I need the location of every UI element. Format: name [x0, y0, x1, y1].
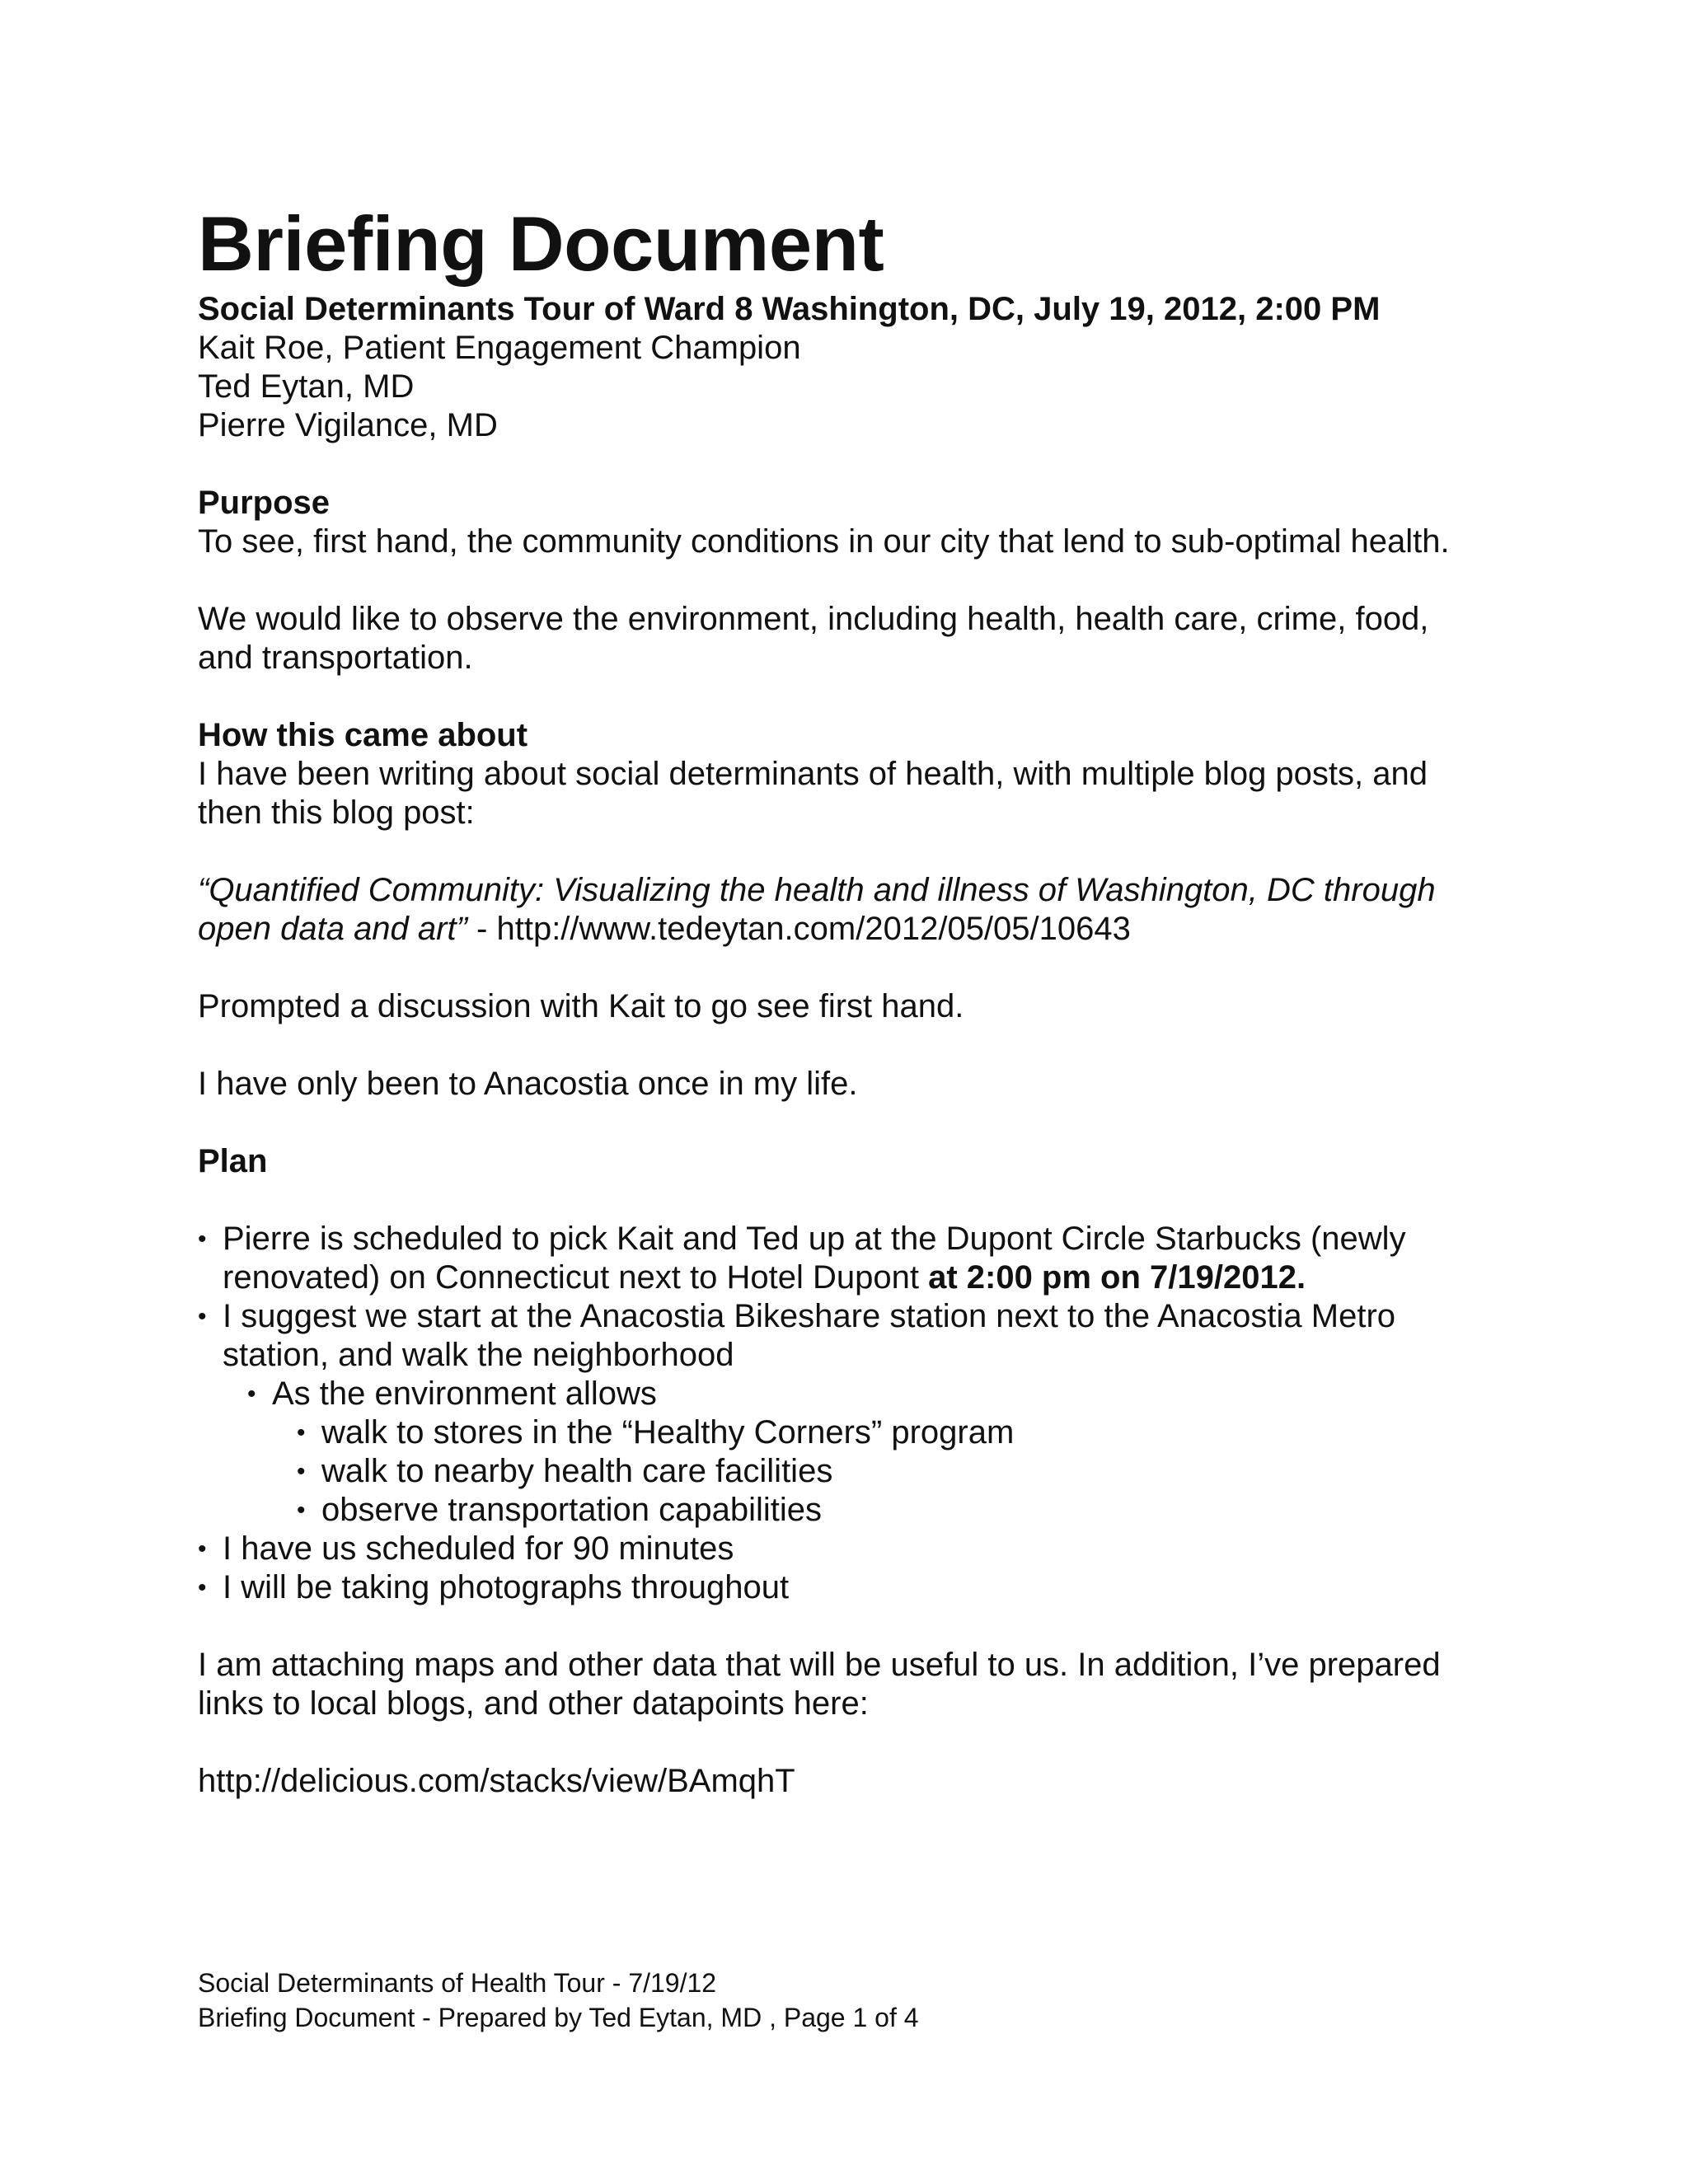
document-page: [198, 198, 1517, 1801]
closing-paragraph: I am attaching maps and other data that will be useful to us. In addition, I’ve prepared links to local blogs, and other datapoints here:: [198, 1647, 1441, 1722]
blog-quote-title: “Quantified Community: Visualizing the health and illness of Washington, DC through open data and art”: [198, 872, 1436, 947]
delicious-link[interactable]: http://delicious.com/stacks/view/BAmqhT: [198, 1763, 795, 1799]
plan-item-transportation: observe transportation capabilities: [321, 1492, 823, 1528]
purpose-heading: Purpose: [198, 485, 331, 521]
list-item: [198, 1413, 1517, 1452]
plan-item-environment: As the environment allows: [272, 1376, 657, 1412]
attendee-1: Kait Roe, Patient Engagement Champion: [198, 330, 801, 366]
bullet-icon: •: [297, 1497, 306, 1524]
plan-item-health-facilities: walk to nearby health care facilities: [321, 1453, 833, 1489]
bullet-icon: •: [198, 1303, 207, 1330]
origin-heading: How this came about: [198, 717, 528, 753]
bullet-icon: •: [247, 1380, 256, 1408]
list-item: [198, 1220, 1459, 1297]
purpose-paragraph-2: We would like to observe the environment, including health, health care, crime, food, and transportation.: [198, 601, 1429, 676]
document-title: Briefing Document: [198, 200, 884, 287]
list-item: [198, 1568, 1517, 1607]
origin-paragraph-2: Prompted a discussion with Kait to go see first hand.: [198, 988, 964, 1024]
plan-item-start: I suggest we start at the Anacostia Bikeshare station next to the Anacostia Metro station, and walk the neighborhood: [223, 1298, 1396, 1373]
plan-item-photographs: I will be taking photographs throughout: [223, 1569, 790, 1605]
document-subtitle: Social Determinants Tour of Ward 8 Washington, DC, July 19, 2012, 2:00 PM: [198, 291, 1381, 327]
origin-paragraph-3: I have only been to Anacostia once in my life.: [198, 1066, 858, 1102]
purpose-paragraph-1: To see, first hand, the community conditions in our city that lend to sub-optimal health.: [198, 523, 1450, 560]
attendee-2: Ted Eytan, MD: [198, 368, 415, 405]
plan-item-healthy-corners: walk to stores in the “Healthy Corners” program: [321, 1414, 1015, 1451]
bullet-icon: •: [198, 1535, 207, 1563]
plan-heading: Plan: [198, 1143, 268, 1179]
plan-item-pickup-time: at 2:00 pm on 7/19/2012.: [928, 1259, 1306, 1296]
bullet-icon: •: [198, 1226, 207, 1253]
blog-quote: [198, 871, 1484, 949]
list-item: [198, 1375, 1517, 1413]
list-item: [198, 1491, 1517, 1530]
bullet-icon: •: [297, 1419, 306, 1446]
footer-line-2: Briefing Document - Prepared by Ted Eytan, MD , Page 1 of 4: [198, 2003, 919, 2032]
origin-paragraph-1: I have been writing about social determinants of health, with multiple blog posts, and then this blog post:: [198, 756, 1428, 831]
attendee-3: Pierre Vigilance, MD: [198, 407, 498, 443]
plan-list: [198, 1220, 1517, 1607]
list-item: [198, 1297, 1459, 1375]
plan-item-pickup: Pierre is scheduled to pick Kait and Ted up at the Dupont Circle Starbucks (newly renovated) on Connecticut next to Hotel Dupont: [223, 1221, 1406, 1296]
footer-line-1: Social Determinants of Health Tour - 7/19/12: [198, 1968, 717, 1998]
list-item: [198, 1452, 1517, 1491]
blog-quote-link[interactable]: - http://www.tedeytan.com/2012/05/05/10643: [467, 911, 1131, 947]
list-item: [198, 1530, 1517, 1568]
bullet-icon: •: [297, 1458, 306, 1485]
bullet-icon: •: [198, 1574, 207, 1601]
page-footer: [198, 1966, 1517, 2035]
plan-item-duration: I have us scheduled for 90 minutes: [223, 1530, 734, 1567]
